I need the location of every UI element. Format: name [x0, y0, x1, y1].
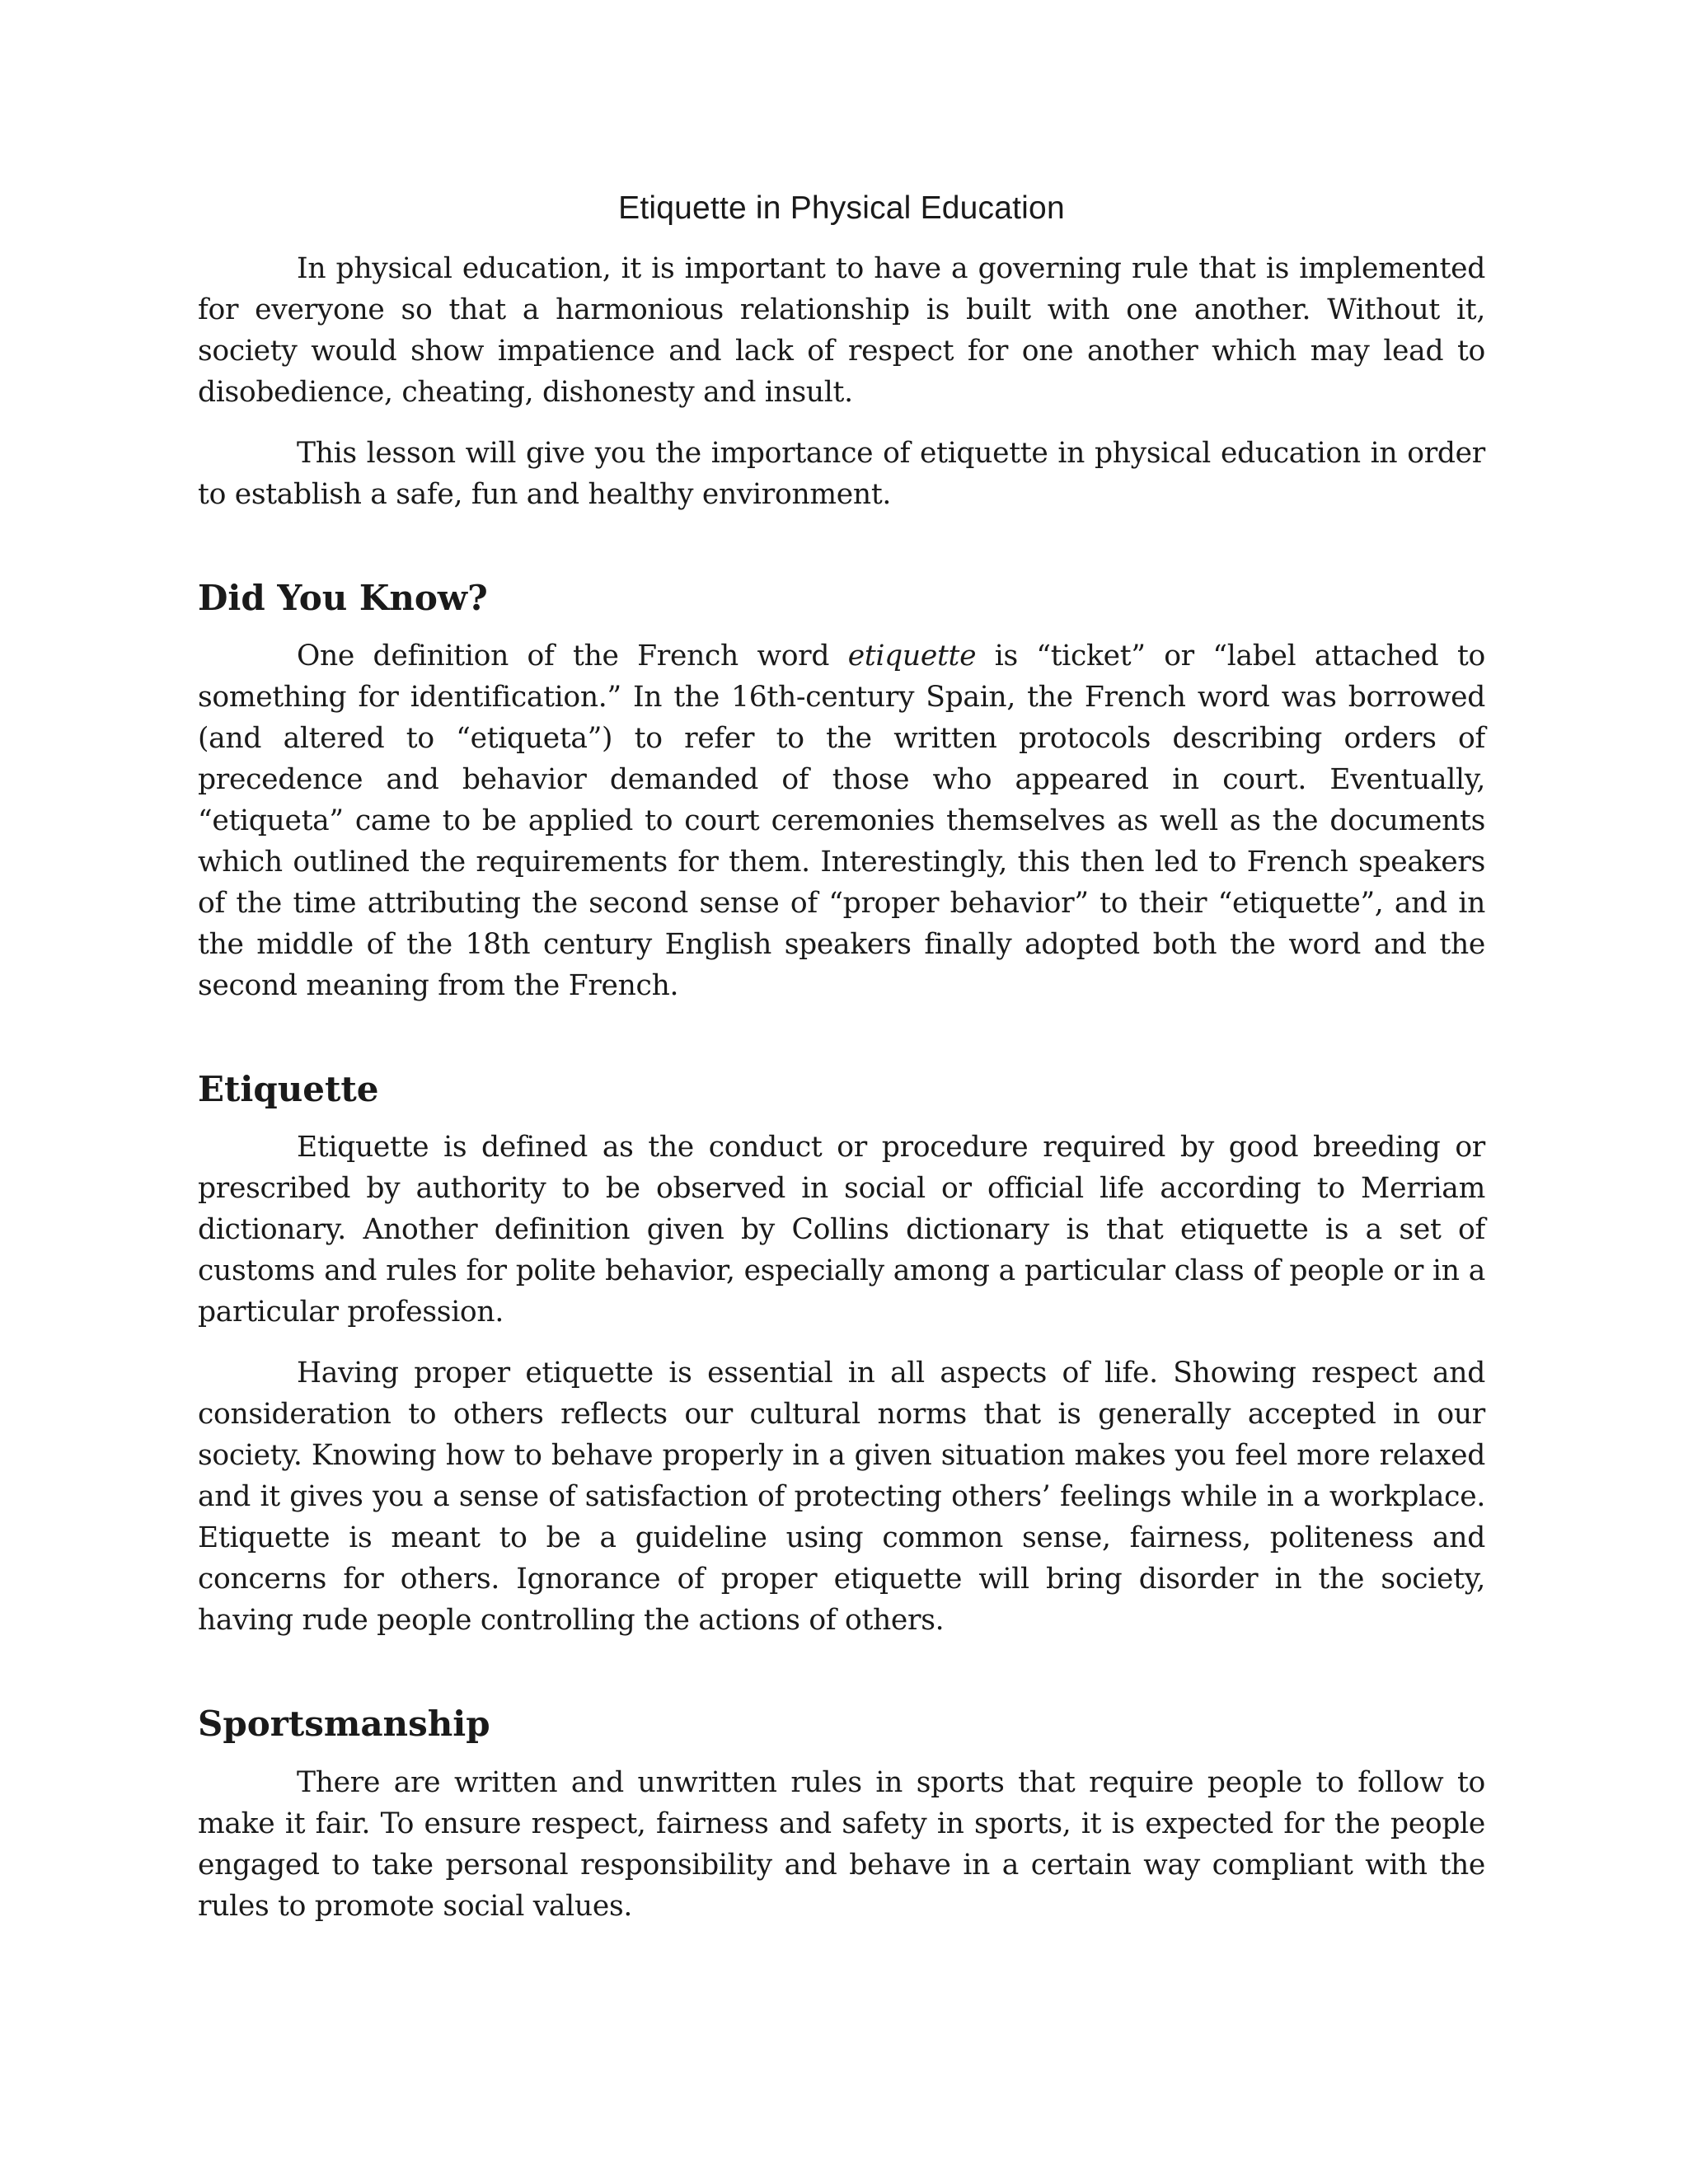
intro-paragraph-1: In physical education, it is important to have a governing rule that is implemented for everyone so that a harmonious relationship is built with one another. Without it, society would show impatience and lack of respect for one another which may lead to disobedience, cheating, dishonesty and insult. — [198, 251, 1485, 409]
section-heading-did-you-know: Did You Know? — [198, 577, 488, 618]
document-page — [198, 188, 1485, 1947]
did-you-know-paragraph — [198, 635, 1485, 1006]
did-you-know-lead: One definition of the French word — [297, 640, 848, 673]
did-you-know-italic-word: etiquette — [847, 640, 977, 673]
etiquette-paragraph-1: Etiquette is defined as the conduct or procedure required by good breeding or prescribed by authority to be observed in social or official life according to Merriam dictionary. Another definition given by Collins dictionary is that etiquette is a set of customs and rules for polite behavior, especially among a particular class of people or in a particular profession. — [198, 1131, 1485, 1329]
sportsmanship-paragraph-1: There are written and unwritten rules in sports that require people to follow to make it fair. To ensure respect, fairness and safety in sports, it is expected for the people engaged to take personal responsibility and behave in a certain way compliant with the rules to promote social values. — [198, 1765, 1485, 1923]
section-heading-sportsmanship: Sportsmanship — [198, 1704, 490, 1745]
did-you-know-rest: is “ticket” or “label attached to something for identification.” In the 16th-century Spain, the French word was borrowed (and altered to “etiqueta”) to refer to the written protocols describing orders of precedence and behavior demanded of those who appeared in court. Eventually, “etiqueta” came to be applied to court ceremonies themselves as well as the documents which outlined the requirements for them. Interestingly, this then led to French speakers of the time attributing the second sense of “proper behavior” to their “etiquette”, and in the middle of the 18th century English speakers finally adopted both the word and the second meaning from the French. — [198, 640, 1485, 1003]
section-heading-etiquette: Etiquette — [198, 1069, 379, 1110]
document-title: Etiquette in Physical Education — [618, 190, 1065, 226]
etiquette-paragraph-2: Having proper etiquette is essential in all aspects of life. Showing respect and consideration to others reflects our cultural norms that is generally accepted in our society. Knowing how to behave properly in a given situation makes you feel more relaxed and it gives you a sense of satisfaction of protecting others’ feelings while in a workplace. Etiquette is meant to be a guideline using common sense, fairness, politeness and concerns for others. Ignorance of proper etiquette will bring disorder in the society, having rude people controlling the actions of others. — [198, 1357, 1485, 1638]
intro-paragraph-2: This lesson will give you the importance of etiquette in physical education in order to establish a safe, fun and healthy environment. — [198, 436, 1485, 511]
